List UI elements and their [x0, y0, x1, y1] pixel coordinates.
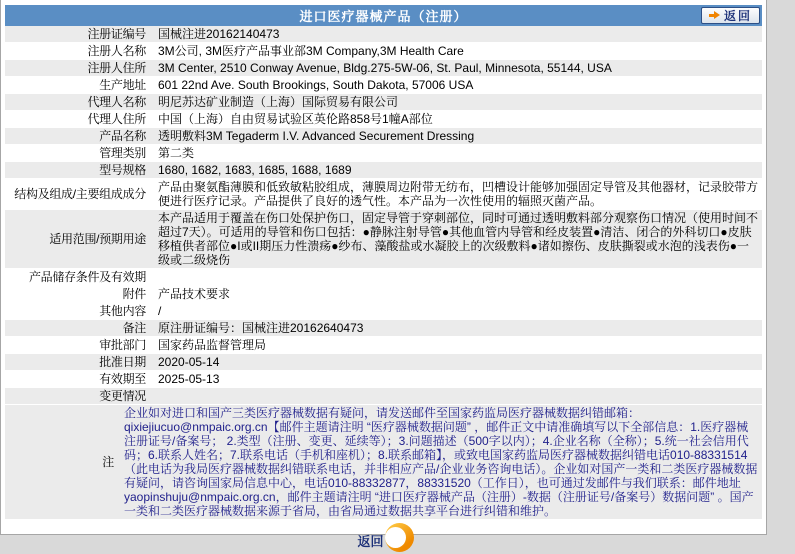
- field-value: 国械注进20162140473: [158, 27, 280, 41]
- field-label: 型号规格: [99, 163, 146, 177]
- field-label: 代理人名称: [87, 95, 146, 109]
- back-button-bottom-label: 返回: [357, 533, 384, 549]
- table-row: [5, 162, 762, 179]
- registration-detail-table: [5, 26, 762, 520]
- page-title: 进口医疗器械产品（注册）: [299, 9, 468, 24]
- table-row: [5, 77, 762, 94]
- table-row: [5, 405, 762, 520]
- field-value: 2025-05-13: [158, 372, 220, 386]
- table-row: [5, 371, 762, 388]
- field-label: 注: [102, 455, 114, 469]
- field-value: 2020-05-14: [158, 355, 220, 369]
- table-row: [5, 26, 762, 43]
- field-label: 注册人住所: [87, 61, 146, 75]
- field-label: 有效期至: [99, 372, 146, 386]
- field-value: 明尼苏达矿业制造（上海）国际贸易有限公司: [158, 95, 399, 109]
- back-button-top[interactable]: [701, 7, 760, 24]
- field-label: 注册人名称: [87, 44, 146, 58]
- field-value: /: [158, 304, 162, 318]
- field-label: 结构及组成/主要组成成分: [14, 187, 146, 201]
- page-header-bar: [5, 5, 762, 26]
- field-label: 生产地址: [99, 78, 146, 92]
- field-value: 本产品适用于覆盖在伤口处保护伤口，固定导管于穿刺部位，同时可通过透明敷料部分观察伤口情况（使用时间不超过7天）。可适用的导管和伤口包括：●静脉注射导管●其他血管内导管和经皮装置●清洁、闭合的外科切口●皮肤移植供者部位●I或II期压力性溃疡●纱布、藻酸盐或水凝胶上的次级敷料●诸如擦伤、皮肤撕裂或水泡的浅表伤●一级或二级烧伤: [158, 211, 759, 267]
- field-label: 产品储存条件及有效期: [28, 270, 146, 284]
- table-row: [5, 337, 762, 354]
- field-label: 变更情况: [99, 389, 146, 403]
- footer: [5, 520, 762, 554]
- table-row: [5, 94, 762, 111]
- field-value: 中国（上海）自由贸易试验区英伦路858号1幢A部位: [158, 112, 433, 126]
- field-label: 产品名称: [99, 129, 146, 143]
- back-button-top-label: 返回: [723, 9, 752, 23]
- field-value: 产品技术要求: [158, 287, 231, 301]
- field-value: 原注册证编号：国械注进20162640473: [158, 321, 364, 335]
- field-value: [154, 395, 762, 397]
- field-value: 产品由聚氨酯薄膜和低致敏粘胶组成，薄膜周边附带无纺布，凹槽设计能够加强固定导管及其他器材，记录胶带方便进行医疗记录。产品提供了良好的透气性。本产品为一次性使用的辐照灭菌产品。: [158, 180, 759, 208]
- table-row: [5, 354, 762, 371]
- field-value: 企业如对进口和国产三类医疗器械数据有疑问，请发送邮件至国家药监局医疗器械数据纠错邮箱：qixiejiucuo@nmpaic.org.cn【邮件主题请注明 “医疗器械数据问题” ，邮件正文中请准确填写以下全部信息：1.医疗器械注册证号/备案号； 2.类型（注册、变更、延续等）；3.问题描述（500字以内）；4.企业名称（全称）；5.统一社会信用代码；6.联系人姓名；7.联系电话（手机和座机）；8.联系邮箱】，或致电国家药监局医疗器械数据纠错电话010-88331514（此电话为我局医疗器械数据纠错联系电话，并非相应产品/企业业务咨询电话）。企业如对国产一类和二类医疗器械数据有疑问，请咨询国家局信息中心，电话010-88332877，88331520（工作日），也可通过发邮件与我们联系：邮件地址yaopinshuju@nmpaic.org.cn，邮件主题请注明 “进口医疗器械产品（注册）-数据（注册证号/备案号）数据问题” 。国产一类和二类医疗器械数据来源于省局，由省局通过数据共享平台进行纠错和维护。: [124, 406, 758, 518]
- table-row: [5, 128, 762, 145]
- field-value: [154, 276, 762, 278]
- field-value: 国家药品监督管理局: [158, 338, 267, 352]
- table-row: [5, 388, 762, 405]
- table-row: [5, 286, 762, 303]
- field-value: 1680, 1682, 1683, 1685, 1688, 1689: [158, 163, 352, 177]
- field-value: 601 22nd Ave. South Brookings, South Dakota, 57006 USA: [158, 78, 474, 92]
- field-label: 附件: [122, 287, 146, 301]
- field-label: 其他内容: [99, 304, 146, 318]
- table-row: [5, 145, 762, 162]
- field-value: 3M Center, 2510 Conway Avenue, Bldg.275-5W-06, St. Paul, Minnesota, 55144, USA: [158, 61, 612, 75]
- table-row: [5, 111, 762, 128]
- table-row: [5, 320, 762, 337]
- table-row: [5, 303, 762, 320]
- table-row: [5, 269, 762, 286]
- field-label: 批准日期: [99, 355, 146, 369]
- table-row: [5, 179, 762, 210]
- field-value: 3M公司, 3M医疗产品事业部3M Company,3M Health Care: [158, 44, 464, 58]
- arrow-right-icon: [709, 11, 720, 20]
- table-row: [5, 60, 762, 77]
- table-row: [5, 43, 762, 60]
- field-label: 审批部门: [99, 338, 146, 352]
- field-value: 第二类: [158, 146, 195, 160]
- field-label: 备注: [122, 321, 146, 335]
- back-button-bottom[interactable]: [354, 523, 414, 552]
- orange-crescent-icon: [385, 523, 414, 552]
- field-value: 透明敷料3M Tegaderm I.V. Advanced Securement Dressing: [158, 129, 475, 143]
- table-row: [5, 210, 762, 269]
- field-label: 代理人住所: [87, 112, 146, 126]
- field-label: 注册证编号: [87, 27, 146, 41]
- field-label: 适用范围/预期用途: [49, 232, 146, 246]
- field-label: 管理类别: [99, 146, 146, 160]
